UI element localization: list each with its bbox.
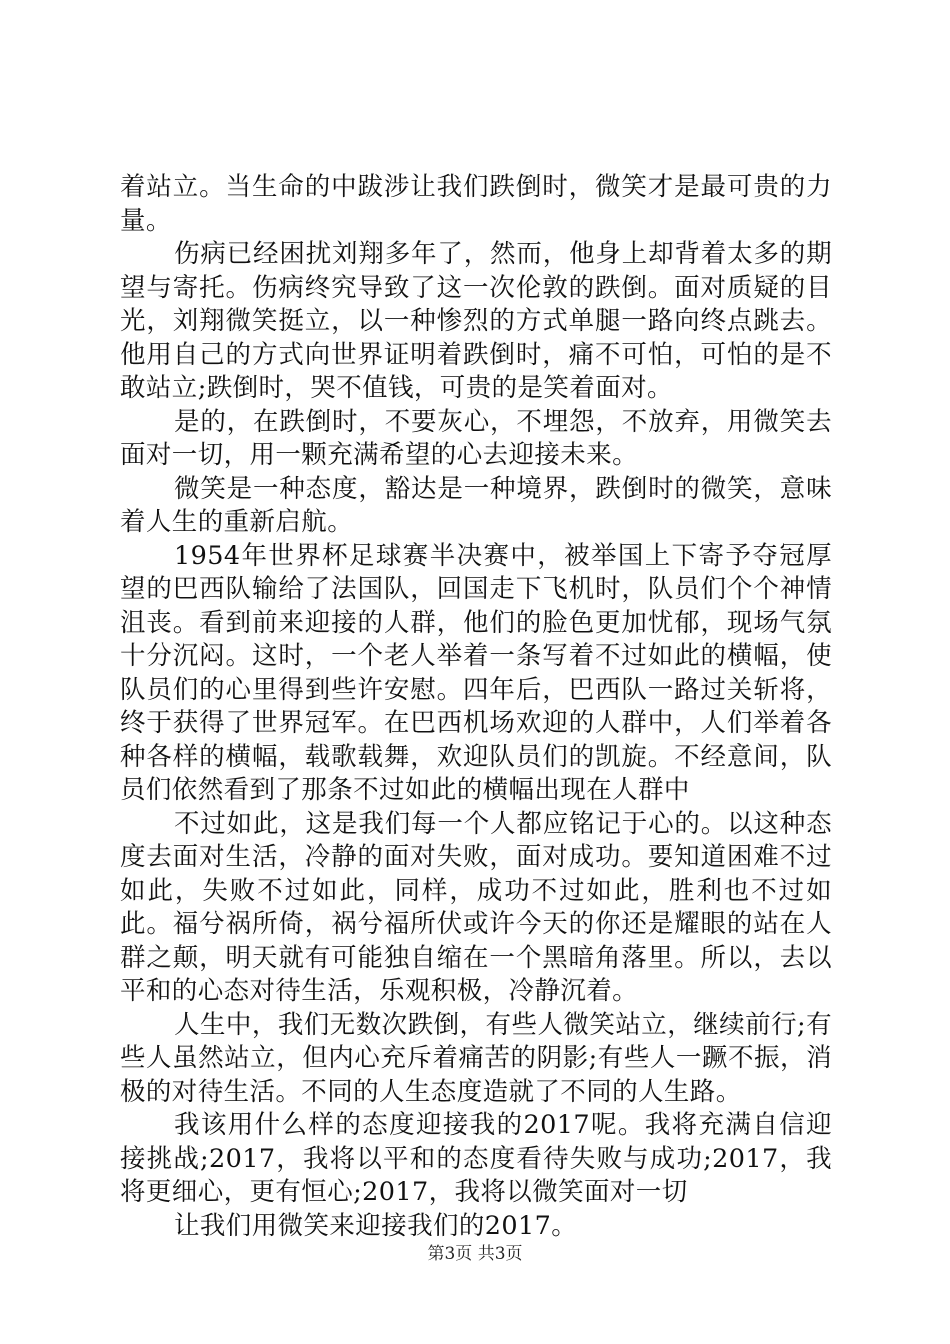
page-number-footer: 第3页 共3页	[427, 1244, 523, 1264]
paragraph-6: 不过如此，这是我们每一个人都应铭记于心的。以这种态度去面对生活，冷静的面对失败，面对成功。要知道困难不过如此，失败不过如此，同样，成功不过如此，胜利也不过如此。福兮祸所倚，祸兮福所伏或许今天的你还是耀眼的站在人群之颠，明天就有可能独自缩在一个黑暗角落里。所以，去以平和的心态对待生活，乐观积极，冷静沉着。	[120, 808, 832, 1006]
paragraph-2: 伤病已经困扰刘翔多年了，然而，他身上却背着太多的期望与寄托。伤病终究导致了这一次伦敦的跌倒。面对质疑的目光，刘翔微笑挺立，以一种惨烈的方式单腿一路向终点跳去。他用自己的方式向世界证明着跌倒时，痛不可怕，可怕的是不敢站立;跌倒时，哭不值钱，可贵的是笑着面对。	[120, 239, 832, 403]
paragraph-8: 我该用什么样的态度迎接我的2017呢。我将充满自信迎接挑战;2017，我将以平和的态度看待失败与成功;2017，我将更细心，更有恒心;2017，我将以微笑面对一切	[120, 1110, 832, 1207]
paragraph-5: 1954年世界杯足球赛半决赛中，被举国上下寄予夺冠厚望的巴西队输给了法国队，回国走下飞机时，队员们个个神情沮丧。看到前来迎接的人群，他们的脸色更加忧郁，现场气氛十分沉闷。这时，一个老人举着一条写着不过如此的横幅，使队员们的心里得到些许安慰。四年后，巴西队一路过关斩将，终于获得了世界冠军。在巴西机场欢迎的人群中，人们举着各种各样的横幅，载歌载舞，欢迎队员们的凯旋。不经意间，队员们依然看到了那条不过如此的横幅出现在人群中	[120, 540, 832, 805]
paragraph-1: 着站立。当生命的中跋涉让我们跌倒时，微笑才是最可贵的力量。	[120, 172, 832, 236]
paragraph-4: 微笑是一种态度，豁达是一种境界，跌倒时的微笑，意味着人生的重新启航。	[120, 473, 832, 537]
paragraph-7: 人生中，我们无数次跌倒，有些人微笑站立，继续前行;有些人虽然站立，但内心充斥着痛苦的阴影;有些人一蹶不振，消极的对待生活。不同的人生态度造就了不同的人生路。	[120, 1009, 832, 1107]
document-body	[120, 171, 832, 1243]
paragraph-3: 是的，在跌倒时，不要灰心，不埋怨，不放弃，用微笑去面对一切，用一颗充满希望的心去迎接未来。	[120, 406, 832, 470]
paragraph-9: 让我们用微笑来迎接我们的2017。	[174, 1210, 578, 1241]
